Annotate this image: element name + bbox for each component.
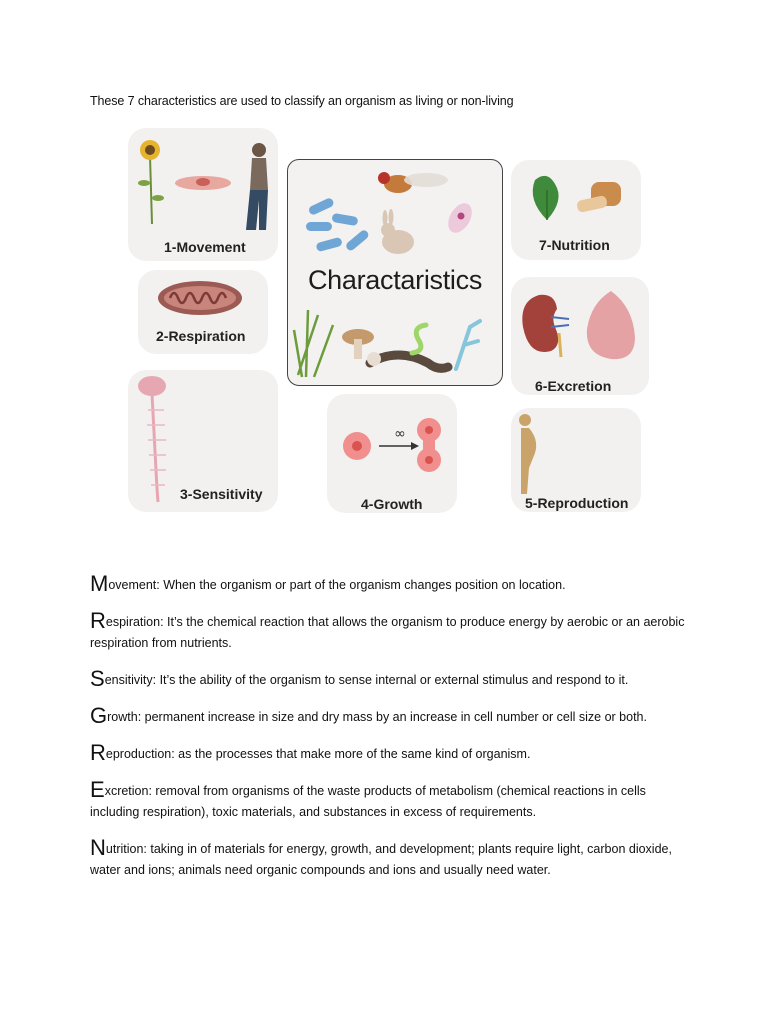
card-label-sensitivity: 3-Sensitivity	[180, 486, 263, 502]
movement-illustration	[128, 128, 278, 238]
definition-respiration: Respiration: It’s the chemical reaction that allows the organism to produce energy by aerobic or an aerobic respiration from nutrients.	[90, 607, 685, 650]
card-sensitivity	[128, 370, 278, 512]
svg-text:∞: ∞	[394, 426, 406, 442]
center-card	[287, 159, 503, 386]
card-growth	[327, 394, 457, 513]
card-label-growth: 4-Growth	[361, 496, 423, 512]
card-reproduction	[511, 408, 641, 512]
organisms-bottom-illustration	[288, 305, 502, 385]
card-nutrition	[511, 160, 641, 260]
nervous-system-icon	[128, 370, 188, 510]
card-label-excretion: 6-Excretion	[535, 378, 612, 394]
definition-excretion: Excretion: removal from organisms of the waste products of metabolism (chemical reactions in cells including respiration), toxic materials, and substances in excess of requirements.	[90, 776, 646, 819]
food-icon	[511, 160, 641, 230]
card-label-nutrition: 7-Nutrition	[539, 237, 610, 253]
definition-movement: Movement: When the organism or part of the organism changes position on location.	[90, 570, 566, 596]
center-title: Charactaristics	[307, 265, 483, 295]
card-label-movement: 1-Movement	[164, 239, 246, 255]
definition-reproduction: Reproduction: as the processes that make more of the same kind of organism.	[90, 739, 531, 765]
definitions-list	[90, 560, 690, 895]
infinity-symbol	[385, 424, 415, 444]
definition-sensitivity: Sensitivity: It’s the ability of the organism to sense internal or external stimulus and respond to it.	[90, 665, 629, 691]
card-movement	[128, 128, 278, 261]
pregnant-figure-icon	[511, 408, 571, 488]
mitochondrion-icon	[138, 270, 268, 330]
definition-growth: Growth: permanent increase in size and dry mass by an increase in cell number or cell size or both.	[90, 702, 647, 728]
card-label-reproduction: 5-Reproduction	[525, 495, 629, 511]
organisms-top-illustration	[288, 160, 502, 260]
kidney-lung-icon	[511, 277, 649, 367]
card-label-respiration: 2-Respiration	[156, 328, 246, 344]
intro-text: These 7 characteristics are used to classify an organism as living or non-living	[90, 94, 514, 108]
card-excretion	[511, 277, 649, 395]
card-respiration	[138, 270, 268, 354]
definition-nutrition: Nutrition: taking in of materials for energy, growth, and development; plants require light, carbon dioxide, water and ions; animals need organic compounds and ions and usually need water.	[90, 834, 672, 877]
